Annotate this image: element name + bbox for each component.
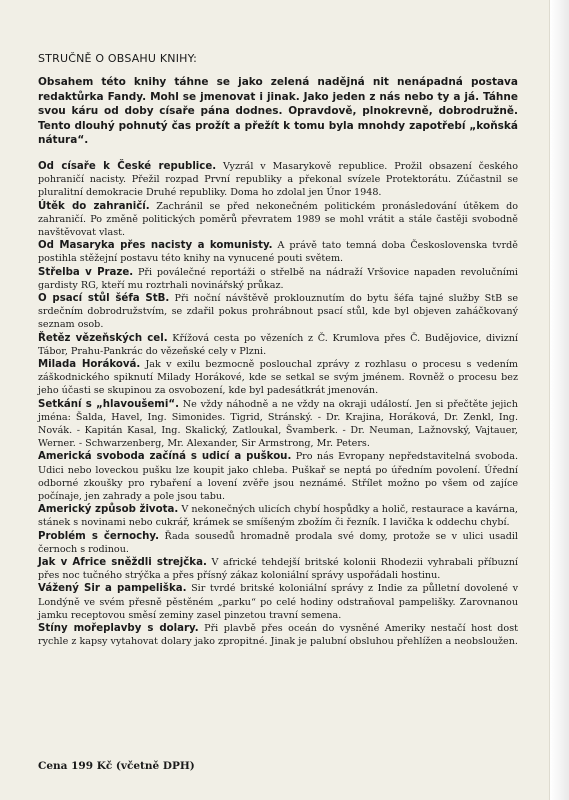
list-item [38, 266, 518, 292]
item-text: V nekonečných ulicích chybí hospůdky a holič, restaurace a kavárna, stánek s novinami nebo cukrář, krámek se smíšeným zbožím či řezník. I lavička k oddechu chybí. [38, 504, 518, 529]
item-text: Pro nás Evropany nepředstavitelná svoboda. Udici nebo loveckou pušku lze koupit jako chleba. Puškař se neptá po úředním povolení. Úřední odborné zkoušky pro rybaření a lovení zvěře jsou neznámé. Střílet možno po všem od zajíce počínaje, jen zahrady a pole jsou tabu. [38, 451, 518, 503]
list-item [38, 622, 518, 648]
list-item [38, 450, 518, 503]
item-title: Jak v Africe sněždli strejčka. [38, 557, 207, 569]
item-title: Střelba v Praze. [38, 266, 134, 278]
item-text: V africké tehdejší britské kolonii Rhodezii vyhrabali příbuzní přes noc tučného strýčka a přes přísný zákaz koloniální správy uspořádali hostinu. [38, 557, 518, 582]
section-heading: STRUČNĚ O OBSAHU KNIHY: [38, 52, 197, 65]
item-title: Americký způsob života. [38, 504, 179, 516]
item-text: Křížová cesta po vězeních z Č. Krumlova přes Č. Budějovice, divizní Tábor, Prahu-Pankrác do vězeňské cely v Plzni. [38, 332, 519, 357]
list-item [38, 556, 518, 582]
item-text: Při poválečné reportáži o střelbě na nádraží Vršovice napaden revolučními gardisty RG, kteří mu roztrhali novinářský průkaz. [38, 266, 519, 291]
list-item [38, 292, 518, 332]
item-text: Při plavbě přes oceán do vysněné Ameriky nestačí host dost rychle z kapsy vytahovat dolary jako zpropitné. Jinak je palubní obsluhou přehlížen a neobsloužen. [38, 623, 518, 648]
item-title: Od Masaryka přes nacisty a komunisty. [38, 240, 273, 252]
list-item [38, 530, 518, 556]
item-text: Zachránil se před nekonečném politickém pronásledování útěkem do zahraničí. Po změně politických poměrů převratem 1989 se mohl vrátit a stále častěji svobodně navštěvovat vlast. [38, 200, 519, 238]
intro-paragraph: Obsahem této knihy táhne se jako zelená nadějná nit nenápadná postava redaktůrka Fandy. Mohl se jmenovat i jinak. Jako jeden z nás nebo ty a já. Táhne svou káru od doby císaře pána dodnes. Opravdově, plnokrevně, dobrodružně. Tento dlouhý pohnutý čas prožít a přežít k tomu byla mnohdy zapotřebí „koňská nátura“. [38, 76, 518, 147]
list-item [38, 398, 518, 451]
item-text: A právě tato temná doba Československa tvrdě postihla stěžejní postavu této knihy na vynucené pouti světem. [38, 240, 518, 265]
item-text: Řada sousedů hromadně prodala své domy, protože se v ulici usadil černoch s rodinou. [38, 530, 518, 555]
cover-text [38, 52, 518, 648]
item-title: O psací stůl šéfa StB. [38, 293, 170, 304]
list-item [38, 358, 518, 398]
item-text: Sir tvrdé britské koloniální správy z Indie za půlletní dovolené v Londýně ve svém přesně pěstěném „parku“ po celé hodiny odstraňoval pampelišky. Zarovnanou jamku receptovou směsí zeminy zasel pinzetou travní semena. [38, 583, 519, 621]
price-label: Cena 199 Kč (včetně DPH) [38, 760, 195, 772]
item-title: Problém s černochy. [38, 530, 159, 542]
item-text: Vyzrál v Masarykově republice. Prožil obsazení českého pohraničí nacisty. Přežil rozpad První republiky a překonal svízele Protektorátu. Zúčastnil se pluralitní demokracie Druhé republiky. Doma ho zdolal jen Únor 1948. [38, 160, 518, 199]
item-title: Od císaře k České republice. [38, 160, 217, 172]
item-title: Milada Horáková. [38, 359, 141, 371]
item-text: Ne vždy náhodně a ne vždy na okraji událostí. Jen si přečtěte jejich jména: Šalda, Havel, Ing. Simonides. Tigrid, Stránský. - Dr. Krajina, Horáková, Dr. Zenkl, Ing. Novák. - Kapitán Kasal, Ing. Skalický, Zatloukal, Švamberk. - Dr. Neuman, Lažnovský, Vajtauer, Werner. - Schwarzenberg, Mr. Alexander, Sir Armstrong, Mr. Peters. [38, 398, 518, 450]
item-text: Jak v exilu bezmocně poslouchal zprávy z rozhlasu o procesu s vedením záškodnického spiknutí Milady Horákové, kde se setkal se svým jménem. Rovněž o procesu bez jeho účasti se skupinou za osvobození, kde byl padesátkrát jmenován. [38, 359, 518, 397]
page-edge [550, 0, 569, 800]
list-item [38, 582, 518, 622]
item-title: Setkání s „hlavoušemi“. [38, 398, 179, 410]
item-title: Stíny mořeplavby s dolary. [38, 623, 199, 635]
list-item [38, 332, 518, 358]
list-item [38, 160, 518, 200]
item-title: Vážený Sir a pampeliška. [38, 583, 187, 595]
list-item [38, 200, 518, 240]
list-item [38, 239, 518, 265]
item-title: Řetěz vězeňských cel. [38, 332, 168, 344]
item-title: Útěk do zahraničí. [38, 200, 150, 212]
item-text: Při noční návštěvě proklouznutím do bytu šéfa tajné služby StB se srdečním dobrodružstvím, se zdařil pokus prohrábnout psací stůl, kde byl objeven zaháčkovaný seznam osob. [38, 293, 518, 331]
item-title: Americká svoboda začíná s udicí a puškou. [38, 451, 292, 463]
list-item [38, 503, 518, 529]
